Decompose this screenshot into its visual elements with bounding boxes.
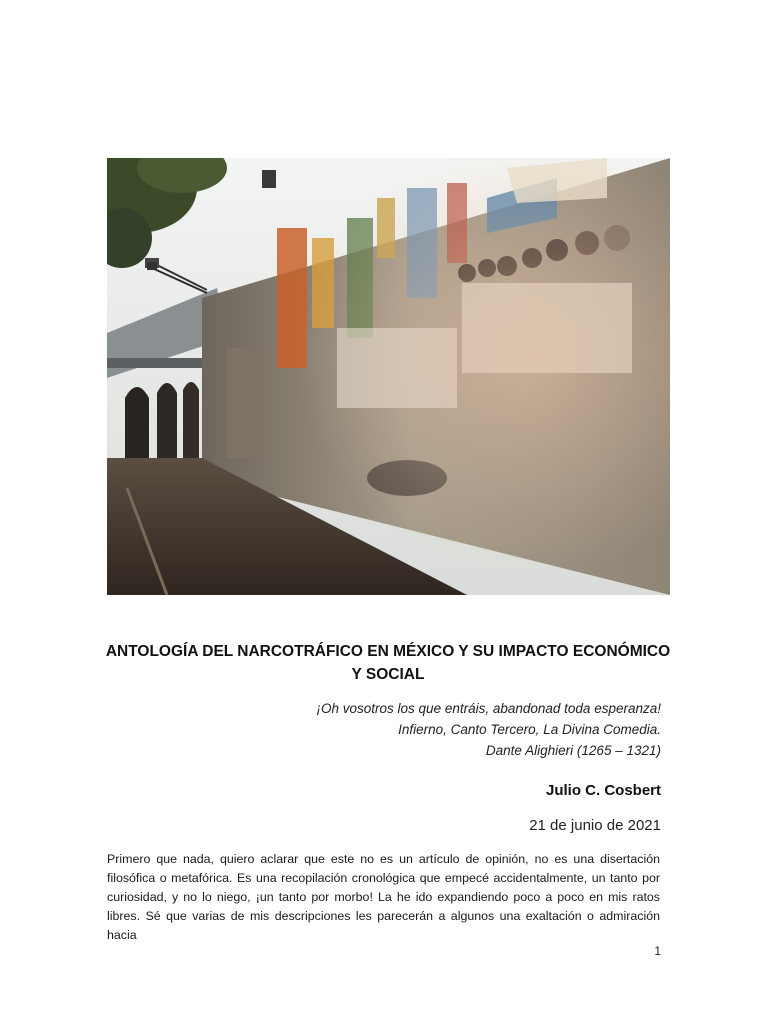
epigraph-source: Infierno, Canto Tercero, La Divina Comedia. [398,722,661,737]
intro-paragraph: Primero que nada, quiero aclarar que este no es un artículo de opinión, no es una disertación filosófica o metafórica. Es una recopilación cronológica que empecé accidentalmente, un tanto por curiosidad, y no lo niego, ¡un tanto por morbo! La he ido expandiendo poco a poco en mis ratos libres. Sé que varias de mis descripciones les parecerán a algunos una exaltación o admiración hacia [107,852,660,942]
mural-illustration [107,158,670,595]
arches [125,382,199,468]
author-name: Julio C. Cosbert [545,782,661,799]
document-title: ANTOLOGÍA DEL NARCOTRÁFICO EN MÉXICO Y SU IMPACTO ECONÓMICO Y SOCIAL [105,643,671,683]
cover-photo [107,158,670,595]
epigraph [161,698,661,761]
page-number: 1 [654,944,661,958]
publication-date: 21 de junio de 2021 [529,817,661,834]
epigraph-author: Dante Alighieri (1265 – 1321) [485,743,661,758]
epigraph-quote: ¡Oh vosotros los que entráis, abandonad toda esperanza! [316,701,661,716]
